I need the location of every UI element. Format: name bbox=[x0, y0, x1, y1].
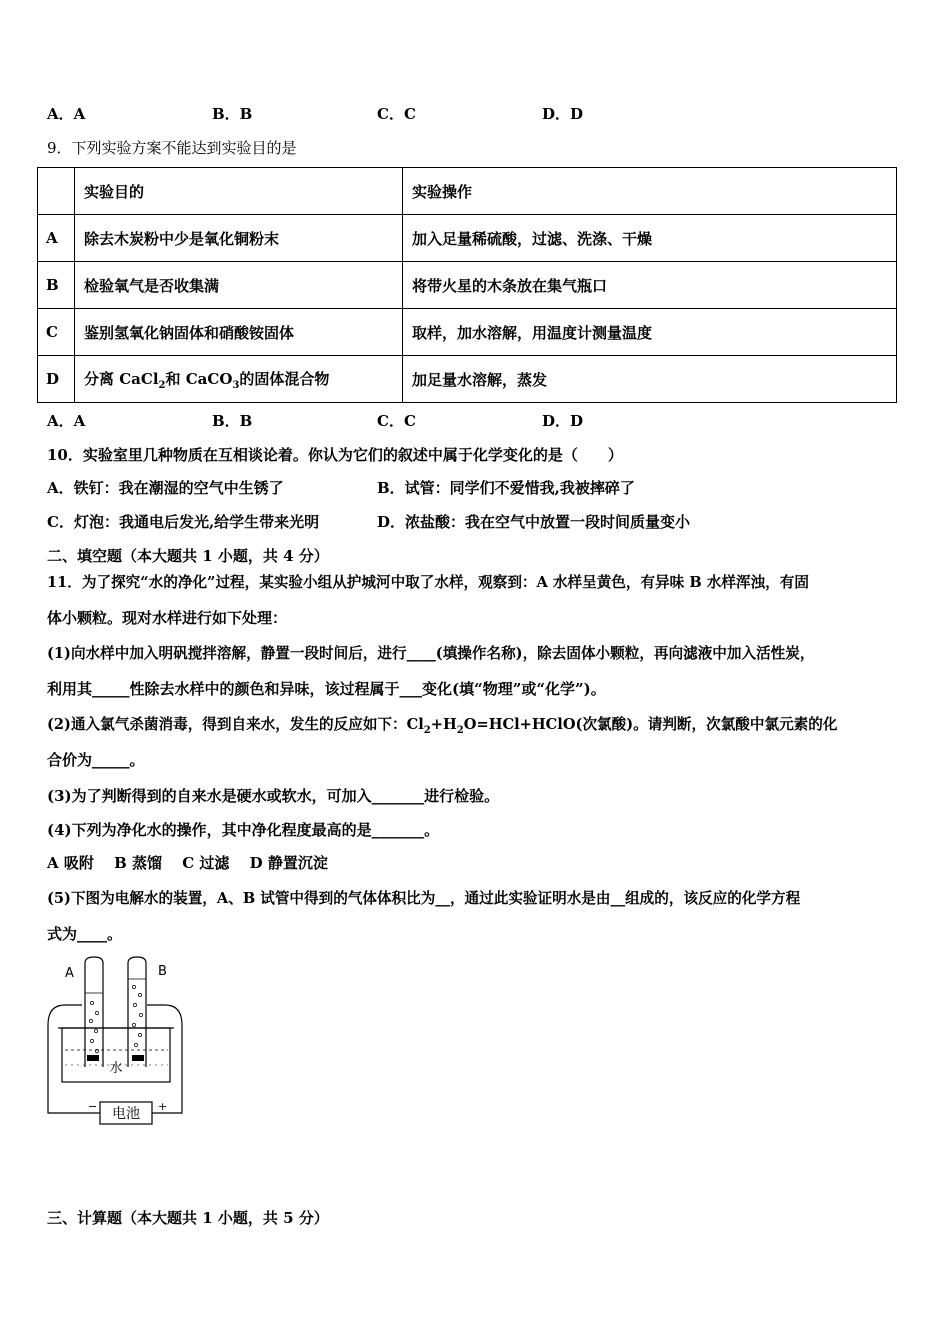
table-header-row bbox=[38, 168, 897, 215]
table-row bbox=[38, 215, 897, 262]
q10-stem: 10．实验室里几种物质在互相谈论着。你认为它们的叙述中属于化学变化的是（ ） bbox=[47, 446, 623, 464]
label-b: B bbox=[158, 964, 167, 979]
p2-sub: 2 bbox=[456, 724, 464, 736]
q11-part2-line1 bbox=[47, 713, 837, 736]
table-header-goal: 实验目的 bbox=[75, 168, 403, 215]
electrolysis-diagram bbox=[40, 955, 200, 1135]
frame-right bbox=[147, 1005, 182, 1045]
table-row bbox=[38, 262, 897, 309]
battery-label: 电池 bbox=[112, 1106, 140, 1122]
section-2-heading: 二、填空题（本大题共 1 小题，共 4 分） bbox=[47, 547, 329, 565]
goal-sub: 2 bbox=[158, 379, 166, 391]
p2-post: O=HCl+HClO(次氯酸)。请判断，次氯酸中氯元素的化 bbox=[463, 716, 838, 733]
q11-part5-line1: (5)下图为电解水的装置，A、B 试管中得到的气体体积比为__，通过此实验证明水是由__组成的，该反应的化学方程 bbox=[47, 890, 801, 907]
table-row bbox=[38, 356, 897, 403]
top-option-a: A．A bbox=[47, 105, 86, 123]
q9-option-d: D．D bbox=[542, 412, 584, 430]
q11-part5-line2: 式为____。 bbox=[47, 925, 123, 943]
goal-sub: 3 bbox=[232, 379, 240, 391]
water-label: 水 bbox=[109, 1061, 123, 1076]
q11-part1-line2: 利用其_____性除去水样中的颜色和异味，该过程属于___变化(填“物理”或“化学”)。 bbox=[47, 680, 606, 698]
row-label: D bbox=[38, 356, 75, 403]
row-label: A bbox=[38, 215, 75, 262]
row-label: C bbox=[38, 309, 75, 356]
row-goal: 除去木炭粉中少是氧化铜粉末 bbox=[75, 215, 403, 262]
bubbles bbox=[89, 985, 142, 1052]
battery-minus: − bbox=[88, 1100, 98, 1113]
top-option-c: C．C bbox=[377, 105, 416, 123]
p2-pre: (2)通入氯气杀菌消毒，得到自来水，发生的反应如下：Cl bbox=[47, 716, 424, 733]
row-label: B bbox=[38, 262, 75, 309]
test-tube-a bbox=[85, 957, 103, 1067]
row-op: 加入足量稀硫酸，过滤、洗涤、干燥 bbox=[403, 215, 897, 262]
electrode-a bbox=[87, 1055, 99, 1061]
row-goal: 鉴别氢氧化钠固体和硝酸铵固体 bbox=[75, 309, 403, 356]
q10-option-b: B．试管：同学们不爱惜我,我被摔碎了 bbox=[377, 479, 635, 497]
q9-option-a: A．A bbox=[47, 412, 86, 430]
q10-option-c: C．灯泡：我通电后发光,给学生带来光明 bbox=[47, 513, 320, 531]
table-row bbox=[38, 309, 897, 356]
row-op: 加足量水溶解，蒸发 bbox=[403, 356, 897, 403]
q9-option-b: B．B bbox=[212, 412, 253, 430]
top-option-b: B．B bbox=[212, 105, 253, 123]
q9-stem: 9．下列实验方案不能达到实验目的是 bbox=[47, 139, 297, 157]
q9-option-c: C．C bbox=[377, 412, 416, 430]
q11-stem-line2: 体小颗粒。现对水样进行如下处理： bbox=[47, 609, 288, 627]
q11-part3: (3)为了判断得到的自来水是硬水或软水，可加入_______进行检验。 bbox=[47, 787, 500, 805]
p2-mid: +H bbox=[430, 716, 457, 733]
electrode-b bbox=[132, 1055, 144, 1061]
row-op: 取样，加水溶解，用温度计测量温度 bbox=[403, 309, 897, 356]
row-goal bbox=[75, 356, 403, 403]
q11-part2-line2: 合价为_____。 bbox=[47, 751, 145, 769]
q11-part1-line1: (1)向水样中加入明矾搅拌溶解，静置一段时间后，进行____(填操作名称)，除去固体小颗粒，再向滤液中加入活性炭， bbox=[47, 645, 815, 662]
q9-table bbox=[37, 167, 897, 403]
q10-option-d: D．浓盐酸：我在空气中放置一段时间质量变小 bbox=[377, 513, 691, 531]
test-tube-b bbox=[128, 957, 146, 1067]
q11-stem-line1: 11．为了探究“水的净化”过程，某实验小组从护城河中取了水样，观察到：A 水样呈黄色，有异味 B 水样浑浊，有固 bbox=[47, 574, 809, 591]
goal-post: 的固体混合物 bbox=[239, 369, 330, 388]
battery-plus: + bbox=[158, 1100, 168, 1113]
row-goal: 检验氧气是否收集满 bbox=[75, 262, 403, 309]
table-cell bbox=[38, 168, 75, 215]
top-option-d: D．D bbox=[542, 105, 584, 123]
p2-sub: 2 bbox=[423, 724, 431, 736]
label-a: A bbox=[65, 966, 74, 981]
q11-part4: (4)下列为净化水的操作，其中净化程度最高的是_______。 bbox=[47, 821, 440, 839]
q11-part4-options: A 吸附 B 蒸馏 C 过滤 D 静置沉淀 bbox=[47, 854, 328, 872]
goal-pre: 分离 CaCl bbox=[84, 369, 159, 388]
section-3-heading: 三、计算题（本大题共 1 小题，共 5 分） bbox=[47, 1209, 329, 1227]
q10-option-a: A．铁钉：我在潮湿的空气中生锈了 bbox=[47, 479, 284, 497]
row-op: 将带火星的木条放在集气瓶口 bbox=[403, 262, 897, 309]
frame-left bbox=[48, 1005, 82, 1045]
table-header-op: 实验操作 bbox=[403, 168, 897, 215]
goal-mid: 和 CaCO bbox=[165, 369, 233, 388]
